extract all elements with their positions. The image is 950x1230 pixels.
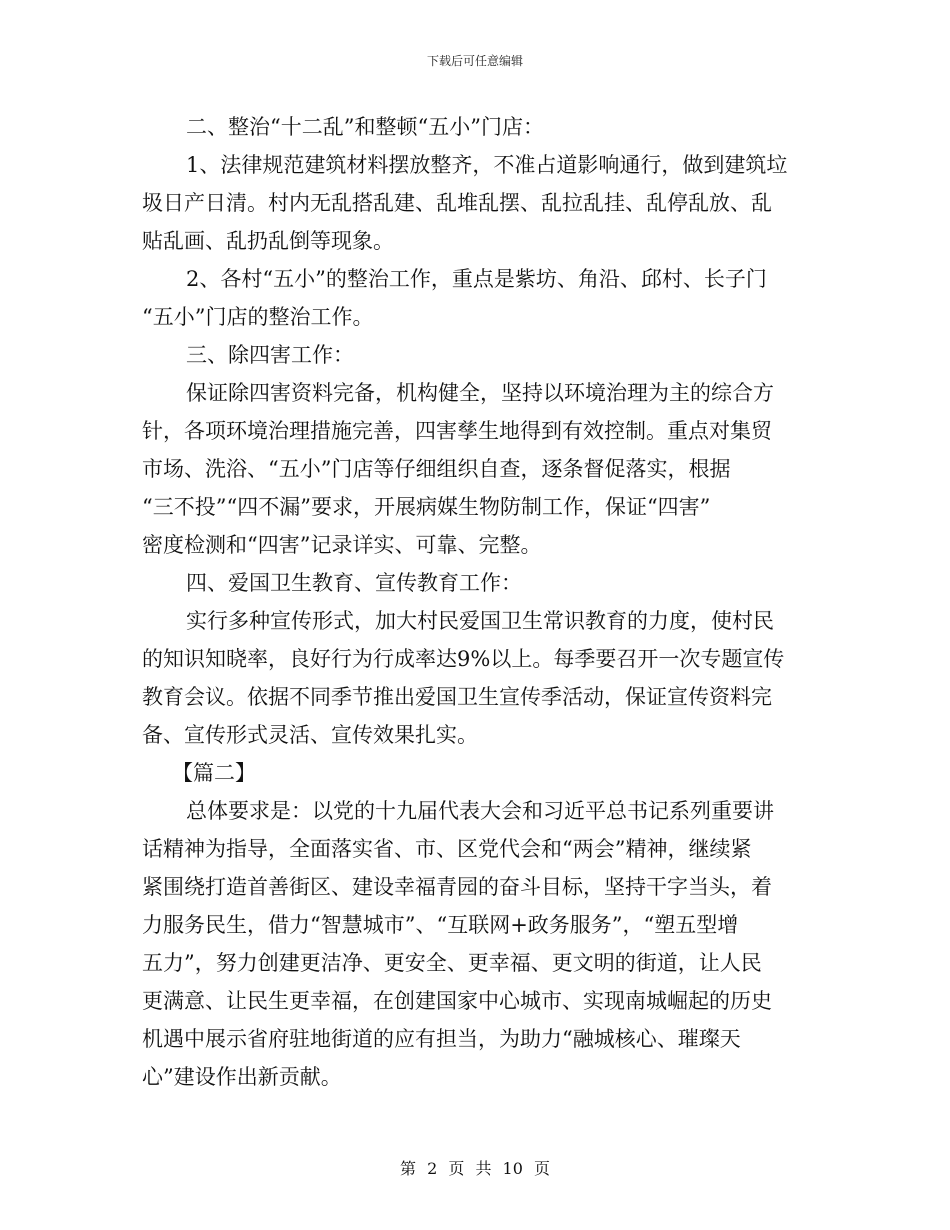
- paragraph-line: 机遇中展示省府驻地街道的应有担当，为助力“融城核心、璀璨天: [142, 1027, 741, 1051]
- paragraph-line: 紧围绕打造首善街区、建设幸福青园的奋斗目标，坚持干字当头，着: [142, 875, 772, 899]
- paragraph-line: “三不投”“四不漏”要求，开展病媒生物防制工作，保证“四害”: [142, 495, 711, 519]
- page-footer: 第 2 页 共 10 页: [400, 1159, 550, 1178]
- paragraph-line: 市场、洗浴、“五小”门店等仔细组织自查，逐条督促落实，根据: [142, 457, 731, 481]
- paragraph-line: 针，各项环境治理措施完善，四害孳生地得到有效控制。重点对集贸: [142, 419, 772, 443]
- part-heading: 【篇二】: [172, 761, 256, 785]
- paragraph-line: 圾日产日清。村内无乱搭乱建、乱堆乱摆、乱拉乱挂、乱停乱放、乱: [142, 191, 772, 215]
- paragraph-line: 五力”，努力创建更洁净、更安全、更幸福、更文明的街道，让人民: [142, 951, 762, 975]
- paragraph-line: “五小”门店的整治工作。: [142, 305, 374, 329]
- paragraph-line: 贴乱画、乱扔乱倒等现象。: [142, 229, 394, 253]
- section-heading: 二、整治“十二乱”和整顿“五小”门店：: [186, 115, 544, 139]
- section-heading: 四、爱国卫生教育、宣传教育工作：: [186, 571, 522, 595]
- section-heading: 三、除四害工作：: [186, 343, 354, 367]
- paragraph-line: 教育会议。依据不同季节推出爱国卫生宣传季活动，保证宣传资料完: [142, 685, 772, 709]
- paragraph-line: 密度检测和“四害”记录详实、可靠、完整。: [142, 533, 542, 557]
- paragraph-line: 的知识知晓率，良好行为行成率达9%以上。每季要召开一次专题宣传: [142, 647, 785, 671]
- paragraph-line: 2、各村“五小”的整治工作，重点是紫坊、角沿、邱村、长子门: [186, 267, 767, 291]
- paragraph-line: 1、法律规范建筑材料摆放整齐，不准占道影响通行，做到建筑垃: [186, 153, 788, 177]
- page-header: 下载后可任意编辑: [426, 54, 523, 68]
- paragraph-line: 备、宣传形式灵活、宣传效果扎实。: [142, 723, 478, 747]
- paragraph-line: 总体要求是：以党的十九届代表大会和习近平总书记系列重要讲: [186, 799, 774, 823]
- paragraph-line: 心”建设作出新贡献。: [142, 1065, 342, 1089]
- paragraph-line: 保证除四害资料完备，机构健全，坚持以环境治理为主的综合方: [186, 381, 774, 405]
- paragraph-line: 话精神为指导，全面落实省、市、区党代会和“两会”精神，继续紧: [142, 837, 752, 861]
- paragraph-line: 更满意、让民生更幸福，在创建国家中心城市、实现南城崛起的历史: [142, 989, 772, 1013]
- paragraph-line: 力服务民生，借力“智慧城市”、“互联网+政务服务”，“塑五型增: [142, 913, 739, 937]
- paragraph-line: 实行多种宣传形式，加大村民爱国卫生常识教育的力度，使村民: [186, 609, 774, 633]
- document-body: [142, 108, 810, 1096]
